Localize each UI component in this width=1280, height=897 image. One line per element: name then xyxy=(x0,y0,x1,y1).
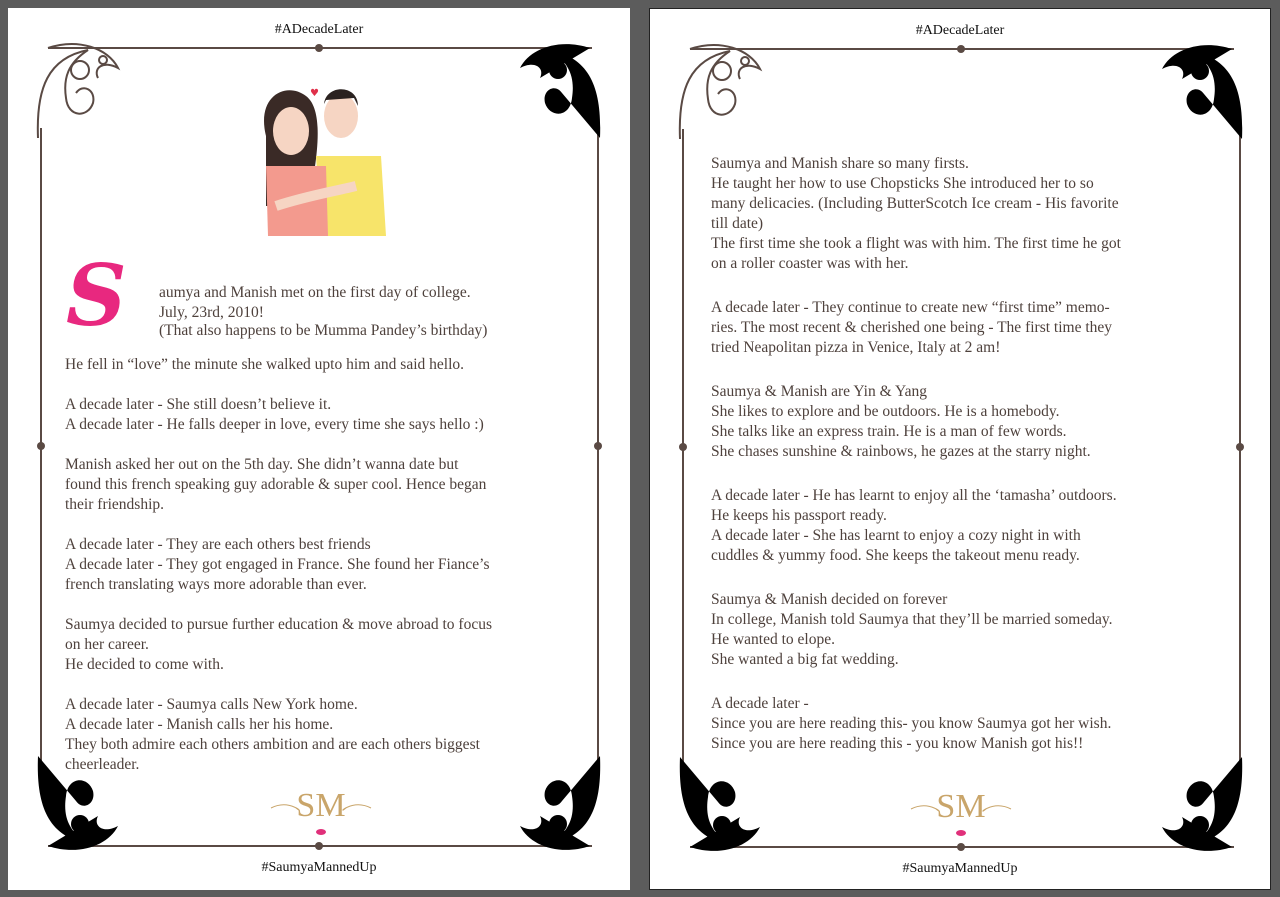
page-footer-hashtag: #SaumyaMannedUp xyxy=(902,861,1018,876)
text-line: ries. The most recent & cherished one being - The first time they xyxy=(711,319,1113,336)
svg-text:SM: SM xyxy=(936,788,986,825)
blank-line xyxy=(65,515,492,535)
text-line: Saumya & Manish decided on forever xyxy=(711,591,948,608)
text-line: She talks like an express train. He is a man of few words. xyxy=(711,423,1067,440)
text-line: Saumya and Manish share so many firsts. xyxy=(711,155,969,172)
page-right xyxy=(649,8,1271,890)
blank-line xyxy=(711,462,1121,486)
body-text xyxy=(711,154,1121,754)
text-line: He decided to come with. xyxy=(65,656,224,673)
text-line: July, 23rd, 2010! xyxy=(159,304,264,321)
blank-line xyxy=(65,435,492,455)
page-header-hashtag: #ADecadeLater xyxy=(915,23,1005,38)
text-line: A decade later - They got engaged in France. She found her Fiance’s xyxy=(65,556,490,573)
couple-illustration xyxy=(246,76,394,256)
text-line: cheerleader. xyxy=(65,756,140,773)
text-line: A decade later - Manish calls her his home. xyxy=(65,716,334,733)
svg-text:SM: SM xyxy=(296,787,346,824)
blank-line xyxy=(65,595,492,615)
page-left xyxy=(8,8,630,890)
text-line: (That also happens to be Mumma Pandey’s birthday) xyxy=(159,322,488,339)
blank-line xyxy=(65,675,492,695)
text-line: In college, Manish told Saumya that they’ll be married someday. xyxy=(711,611,1113,628)
text-line: The first time she took a flight was with him. The first time he got xyxy=(711,235,1121,252)
text-line: He taught her how to use Chopsticks She introduced her to so xyxy=(711,175,1094,192)
text-line: She wanted a big fat wedding. xyxy=(711,651,899,668)
blank-line xyxy=(65,375,492,395)
text-line: A decade later - He has learnt to enjoy all the ‘tamasha’ outdoors. xyxy=(711,487,1117,504)
text-line: Saumya decided to pursue further education & move abroad to focus xyxy=(65,616,492,633)
text-line: Since you are here reading this - you know Manish got his!! xyxy=(711,735,1084,752)
drop-cap-letter: S xyxy=(66,246,127,345)
text-line: He fell in “love” the minute she walked upto him and said hello. xyxy=(65,356,465,373)
text-line: A decade later - She has learnt to enjoy a cozy night in with xyxy=(711,527,1081,544)
text-line: tried Neapolitan pizza in Venice, Italy at 2 am! xyxy=(711,339,1001,356)
text-line: on her career. xyxy=(65,636,149,653)
text-line: She chases sunshine & rainbows, he gazes at the starry night. xyxy=(711,443,1091,460)
intro-paragraph xyxy=(159,283,487,341)
text-line: on a roller coaster was with her. xyxy=(711,255,909,272)
text-line: A decade later - She still doesn’t believe it. xyxy=(65,396,332,413)
text-line: They both admire each others ambition and are each others biggest xyxy=(65,736,480,753)
text-line: A decade later - xyxy=(711,695,809,712)
body-text xyxy=(65,355,492,775)
text-line: french translating ways more adorable than ever. xyxy=(65,576,367,593)
text-line: Since you are here reading this- you know Saumya got her wish. xyxy=(711,715,1112,732)
blank-line xyxy=(711,358,1121,382)
blank-line xyxy=(711,274,1121,298)
page-footer-hashtag: #SaumyaMannedUp xyxy=(261,860,377,875)
text-line: A decade later - They are each others best friends xyxy=(65,536,371,553)
text-line: A decade later - He falls deeper in love, every time she says hello :) xyxy=(65,416,484,433)
text-line: He keeps his passport ready. xyxy=(711,507,887,524)
text-line: Manish asked her out on the 5th day. She didn’t wanna date but xyxy=(65,456,459,473)
text-line: Saumya & Manish are Yin & Yang xyxy=(711,383,927,400)
text-line: A decade later - They continue to create new “first time” memo- xyxy=(711,299,1110,316)
sm-monogram-logo xyxy=(906,779,1016,839)
blank-line xyxy=(711,566,1121,590)
blank-line xyxy=(711,670,1121,694)
text-line: many delicacies. (Including ButterScotch Ice cream - His favorite xyxy=(711,195,1119,212)
page-header-hashtag: #ADecadeLater xyxy=(274,22,364,37)
text-line: cuddles & yummy food. She keeps the takeout menu ready. xyxy=(711,547,1080,564)
text-line: found this french speaking guy adorable & super cool. Hence began xyxy=(65,476,487,493)
sm-monogram-logo xyxy=(266,778,376,838)
text-line: A decade later - Saumya calls New York home. xyxy=(65,696,358,713)
text-line: He wanted to elope. xyxy=(711,631,835,648)
text-line: She likes to explore and be outdoors. He is a homebody. xyxy=(711,403,1060,420)
text-line: their friendship. xyxy=(65,496,165,513)
svg-text:♥: ♥ xyxy=(310,88,319,99)
text-line: aumya and Manish met on the first day of college. xyxy=(159,284,471,301)
text-line: till date) xyxy=(711,215,764,232)
